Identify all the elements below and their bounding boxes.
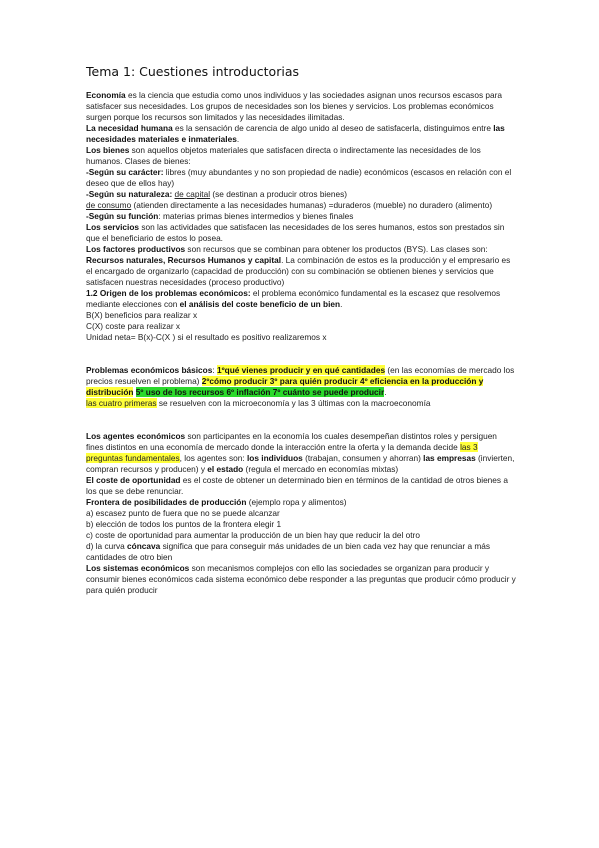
term-funcion: -Según su función — [86, 211, 159, 221]
term-frontera: Frontera de posibilidades de producción — [86, 497, 247, 507]
highlight-yellow: las 3 preguntas fundamentales — [86, 442, 478, 463]
term-economia: Economía — [86, 90, 126, 100]
term-agentes: Los agentes económicos — [86, 431, 186, 441]
text: es la sensación de carencia de algo unido al deseo de satisfacerla, distinguimos entre — [172, 123, 494, 133]
paragraph-agentes — [86, 431, 516, 475]
paragraph-problemas-basicos — [86, 365, 516, 409]
text: el problema económico fundamental es la escasez que resolvemos mediante elecciones con — [86, 288, 501, 309]
text: (invierten, compran recursos y producen) y — [86, 453, 515, 474]
underlined-de-capital: de capital — [174, 189, 211, 199]
spacer — [86, 409, 516, 420]
page-title: Tema 1: Cuestiones introductorias — [86, 64, 299, 79]
paragraph-servicios — [86, 222, 516, 244]
term-estado: el estado — [207, 464, 244, 474]
term-problemas-basicos: Problemas económicos básicos — [86, 365, 213, 375]
highlight-yellow: 2ºcómo producir 3º para quién producir 4º eficiencia en la producción y distribución — [86, 376, 484, 397]
text: (trabajan, consumen y ahorran) — [302, 453, 424, 463]
text: , los agentes son: — [179, 453, 247, 463]
paragraph-frontera — [86, 497, 516, 508]
list-item-b: b) elección de todos los puntos de la frontera elegir 1 — [86, 519, 282, 529]
text: (en las economías de mercado los precios resuelven el problema) — [86, 365, 515, 386]
term-concava: cóncava — [127, 541, 161, 551]
paragraph-necesidad-humana — [86, 123, 516, 145]
term-bienes: Los bienes — [86, 145, 130, 155]
formula-beneficio: B(X) beneficios para realizar x — [86, 310, 198, 320]
term-individuos: los individuos — [246, 453, 303, 463]
term-factores: Los factores productivos — [86, 244, 186, 254]
text: son participantes en la economía los cuales desempeñan distintos roles y persiguen fines distintos en una economía de mercado donde la interacción entre la oferta y la demanda decide — [86, 431, 497, 452]
term-coste-oportunidad: El coste de oportunidad — [86, 475, 181, 485]
term-empresas: las empresas — [423, 453, 476, 463]
paragraph-coste-oportunidad — [86, 475, 516, 497]
text: son aquellos objetos materiales que satisfacen directa o indirectamente las necesidades de los humanos. Clases de bienes: — [86, 145, 481, 166]
text: libres (muy abundantes y no son propiedad de nadie) económicos (escasos en relación con el deseo que de ellos hay) — [86, 167, 512, 188]
paragraph-origen — [86, 288, 516, 310]
text: son las actividades que satisfacen las necesidades de los seres humanos, estos son prestados sin que el beneficiario de estos lo posea. — [86, 222, 505, 243]
text: : materias primas bienes intermedios y bienes finales — [158, 211, 354, 221]
term-caracter: -Según su carácter: — [86, 167, 164, 177]
formula-coste: C(X) coste para realizar x — [86, 321, 181, 331]
term-necesidades: las necesidades materiales e inmateriales — [86, 123, 505, 144]
term-analisis: el análisis del coste beneficio de un bien — [179, 299, 341, 309]
text: (regula el mercado en economías mixtas) — [243, 464, 399, 474]
list-item-c: c) coste de oportunidad para aumentar la producción de un bien hay que reducir la del otro — [86, 530, 420, 540]
list-item-d — [86, 541, 516, 563]
underlined-de-consumo: de consumo — [86, 200, 132, 210]
text: . La combinación de estos es la producción y el empresario es el encargado de organizarlo (capacidad de producción) con su combinación se obtienen bienes y servicios que satisfacen nuestras necesidades (proceso productivo) — [86, 255, 511, 287]
paragraph-funcion — [86, 211, 516, 222]
text: : — [212, 365, 217, 375]
paragraph-sistemas — [86, 563, 516, 596]
list-item-a: a) escasez punto de fuera que no se puede alcanzar — [86, 508, 280, 518]
text: . — [236, 134, 240, 144]
paragraph-naturaleza — [86, 189, 516, 200]
term-necesidad-humana: La necesidad humana — [86, 123, 173, 133]
highlight-yellow: las cuatro primeras — [86, 398, 157, 408]
formula-unidad-neta: Unidad neta= B(x)-C(X ) si el resultado es positivo realizaremos x — [86, 332, 327, 342]
term-sistemas: Los sistemas económicos — [86, 563, 190, 573]
spacer — [86, 354, 516, 365]
section-heading-origen: 1.2 Origen de los problemas económicos: — [86, 288, 251, 298]
text: es la ciencia que estudia como unos individuos y las sociedades asignan unos recursos escasos para satisfacer sus necesidades. Los grupos de necesidades son los bienes y servicios. Los problemas económicos surgen porque los recursos son limitados y las necesidades ilimitadas. — [86, 90, 503, 122]
spacer — [86, 420, 516, 431]
highlight-green: 5º uso de los recursos 6º inflación 7º cuánto se puede producir — [135, 387, 385, 397]
text: se resuelven con la microeconomía y las 3 últimas con la macroeconomía — [156, 398, 431, 408]
text: (ejemplo ropa y alimentos) — [246, 497, 347, 507]
text: son recursos que se combinan para obtener los productos (BYS). Las clases son: — [185, 244, 488, 254]
document-page — [86, 64, 516, 596]
text: d) la curva — [86, 541, 128, 551]
text: es el coste de obtener un determinado bien en términos de la cantidad de otros bienes a los que se debe renunciar. — [86, 475, 508, 496]
text: (se destinan a producir otros bienes) — [210, 189, 348, 199]
text: . — [384, 387, 387, 397]
paragraph-bienes — [86, 145, 516, 167]
text: significa que para conseguir más unidades de un bien cada vez hay que renunciar a más cantidades de otro bien — [86, 541, 491, 562]
term-servicios: Los servicios — [86, 222, 140, 232]
paragraph-consumo — [86, 200, 516, 211]
text: son mecanismos complejos con ello las sociedades se organizan para producir y consumir bienes económicos cada sistema económico debe responder a las preguntas que producir cómo producir y para quién producir — [86, 563, 516, 595]
paragraph-caracter — [86, 167, 516, 189]
text: . — [340, 299, 343, 309]
text: (atienden directamente a las necesidades humanas) =duraderos (mueble) no duradero (alimento) — [131, 200, 493, 210]
paragraph-economia — [86, 90, 516, 123]
spacer — [86, 343, 516, 354]
term-recursos: Recursos naturales, Recursos Humanos y capital — [86, 255, 282, 265]
paragraph-factores — [86, 244, 516, 288]
highlight-yellow: 1ºqué vienes producir y en qué cantidades — [216, 365, 386, 375]
term-naturaleza: -Según su naturaleza: — [86, 189, 173, 199]
